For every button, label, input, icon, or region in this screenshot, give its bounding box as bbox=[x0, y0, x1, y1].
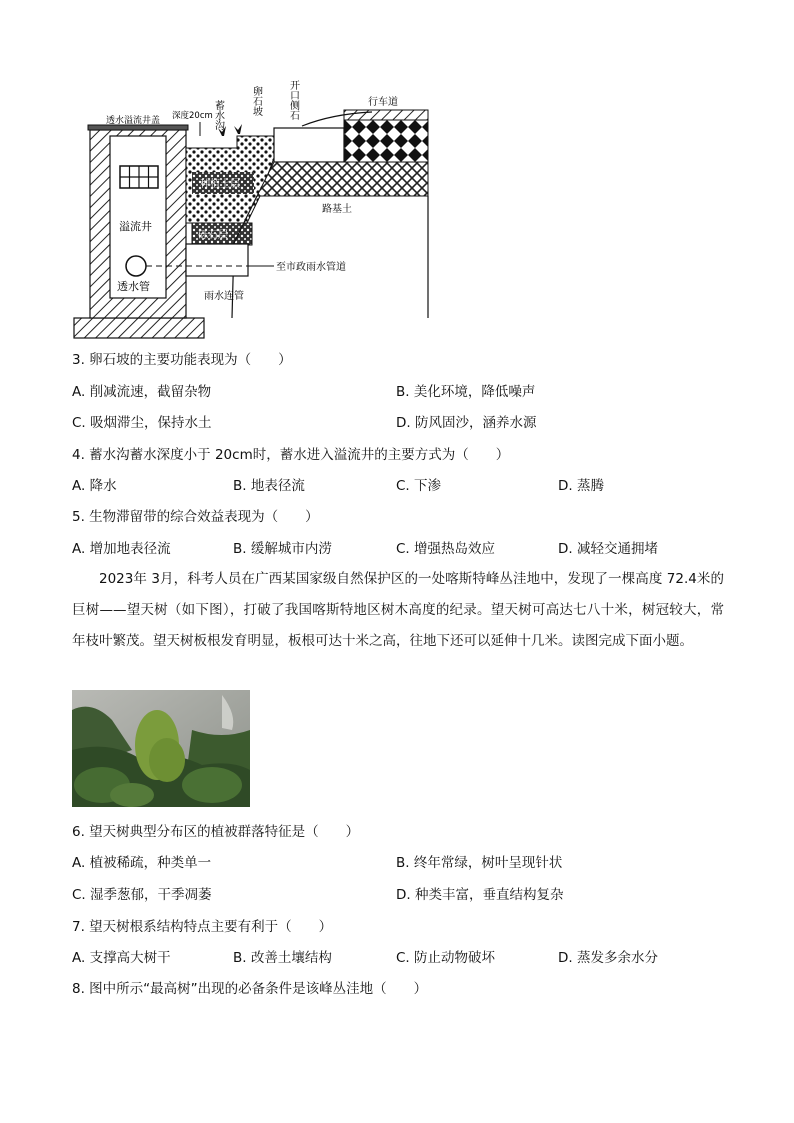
question-6: 6. 望天树典型分布区的植被群落特征是（ ） bbox=[72, 824, 360, 840]
q5-option-a[interactable]: A. 增加地表径流 bbox=[72, 541, 171, 557]
q4-option-b[interactable]: B. 地表径流 bbox=[233, 478, 305, 494]
curb-opening bbox=[274, 128, 344, 162]
label-depth: 深度20cm bbox=[172, 111, 213, 121]
q4-option-a[interactable]: A. 降水 bbox=[72, 478, 117, 494]
q6-option-a[interactable]: A. 植被稀疏，种类单一 bbox=[72, 855, 212, 871]
subgrade-band bbox=[257, 162, 428, 196]
label-roadway: 行车道 bbox=[368, 97, 398, 108]
label-curb-opening: 开口侧石 bbox=[287, 80, 299, 120]
q3-option-b[interactable]: B. 美化环境，降低噪声 bbox=[396, 384, 536, 400]
permeable-pipe-circle bbox=[126, 256, 146, 276]
q6-option-c[interactable]: C. 湿季葱郁，干季凋萎 bbox=[72, 887, 212, 903]
q3-option-a[interactable]: A. 削减流速，截留杂物 bbox=[72, 384, 212, 400]
label-pebble-slope: 卵石坡 bbox=[250, 86, 262, 116]
q5-option-c[interactable]: C. 增强热岛效应 bbox=[396, 541, 496, 557]
roadway-surface bbox=[344, 110, 428, 120]
rain-pipe bbox=[186, 244, 248, 276]
bioretention-diagram bbox=[72, 78, 432, 342]
base-slab bbox=[74, 318, 204, 338]
q4-option-d[interactable]: D. 蒸腾 bbox=[558, 478, 604, 494]
question-7: 7. 望天树根系结构特点主要有利于（ ） bbox=[72, 919, 333, 935]
q3-option-d[interactable]: D. 防风固沙，涵养水源 bbox=[396, 415, 537, 431]
q5-option-d[interactable]: D. 减轻交通拥堵 bbox=[558, 541, 658, 557]
question-5: 5. 生物滞留带的综合效益表现为（ ） bbox=[72, 509, 319, 525]
label-rain-pipe: 雨水连管 bbox=[204, 291, 244, 302]
q7-option-a[interactable]: A. 支撑高大树干 bbox=[72, 950, 171, 966]
label-well-cover: 透水溢流井盖 bbox=[106, 116, 161, 126]
q6-option-b[interactable]: B. 终年常绿，树叶呈现针状 bbox=[396, 855, 563, 871]
label-overflow-well: 溢流井 bbox=[119, 220, 152, 233]
question-4: 4. 蓄水沟蓄水深度小于 20cm时，蓄水进入溢流井的主要方式为（ ） bbox=[72, 447, 510, 463]
question-8: 8. 图中所示“最高树”出现的必备条件是该峰丛洼地（ ） bbox=[72, 981, 428, 997]
label-permeable-pipe: 透水管 bbox=[117, 280, 150, 293]
q7-option-d[interactable]: D. 蒸发多余水分 bbox=[558, 950, 658, 966]
tree-photo bbox=[72, 690, 250, 807]
q7-option-b[interactable]: B. 改善土壤结构 bbox=[233, 950, 332, 966]
well-grate bbox=[120, 166, 158, 188]
passage: 2023年 3月，科考人员在广西某国家级自然保护区的一处喀斯特峰丛洼地中，发现了一棵高度 72.4米的巨树——望天树（如下图），打破了我国喀斯特地区树木高度的纪录。望天树可高达七八十米，树冠较大，常年枝叶繁茂。望天树板根发育明显，板根可达十米之高，往地下还可以延伸十几米。读图完成下面小题。 bbox=[72, 571, 724, 649]
q5-option-b[interactable]: B. 缓解城市内涝 bbox=[233, 541, 332, 557]
label-planting-soil: 种植土层 bbox=[200, 179, 240, 190]
q3-option-c[interactable]: C. 吸烟滞尘，保持水土 bbox=[72, 415, 212, 431]
q4-option-c[interactable]: C. 下渗 bbox=[396, 478, 442, 494]
question-3: 3. 卵石坡的主要功能表现为（ ） bbox=[72, 352, 292, 368]
label-gravel-layer: 砾石层 bbox=[198, 230, 228, 241]
q7-option-c[interactable]: C. 防止动物破坏 bbox=[396, 950, 496, 966]
label-subgrade: 路基土 bbox=[322, 204, 352, 215]
q6-option-d[interactable]: D. 种类丰富，垂直结构复杂 bbox=[396, 887, 564, 903]
label-storage-ditch: 蓄水沟 bbox=[212, 100, 224, 130]
roadway-base bbox=[344, 120, 428, 164]
label-to-municipal: 至市政雨水管道 bbox=[276, 262, 346, 273]
